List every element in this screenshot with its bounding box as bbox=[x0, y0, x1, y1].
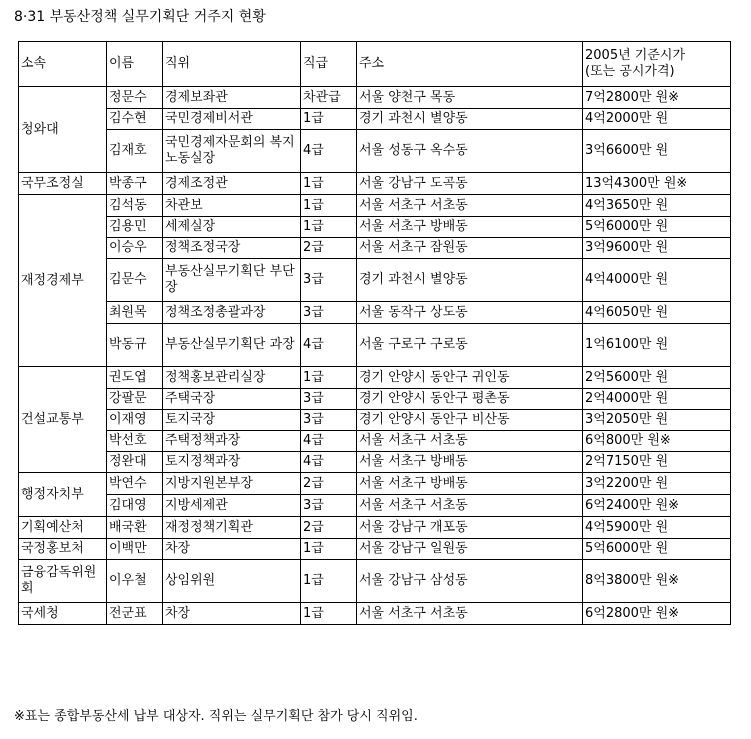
cell-grade: 2급 bbox=[301, 473, 357, 495]
cell-position: 차장 bbox=[163, 539, 301, 560]
cell-price: 13억4300만 원※ bbox=[583, 173, 731, 195]
cell-grade: 1급 bbox=[301, 603, 357, 625]
cell-position: 정책조정국장 bbox=[163, 238, 301, 259]
cell-affiliation: 청와대 bbox=[19, 87, 107, 173]
table-row bbox=[19, 195, 731, 217]
cell-affiliation: 행정자치부 bbox=[19, 473, 107, 517]
cell-name: 김대영 bbox=[107, 495, 163, 517]
cell-address: 서울 서초구 잠원동 bbox=[357, 238, 583, 259]
cell-name: 박종구 bbox=[107, 173, 163, 195]
cell-address: 경기 안양시 동안구 비산동 bbox=[357, 410, 583, 431]
cell-address: 서울 성동구 옥수동 bbox=[357, 130, 583, 173]
table-body bbox=[19, 42, 731, 625]
table-row bbox=[19, 560, 731, 603]
cell-address: 경기 안양시 동안구 평촌동 bbox=[357, 389, 583, 410]
cell-grade: 2급 bbox=[301, 517, 357, 539]
cell-grade: 3급 bbox=[301, 302, 357, 324]
cell-grade: 4급 bbox=[301, 324, 357, 367]
cell-address: 서울 구로구 구로동 bbox=[357, 324, 583, 367]
cell-address: 경기 과천시 별양동 bbox=[357, 109, 583, 130]
table-row bbox=[19, 324, 731, 367]
cell-affiliation: 기획예산처 bbox=[19, 517, 107, 539]
cell-grade: 1급 bbox=[301, 109, 357, 130]
cell-price: 2억5600만 원 bbox=[583, 367, 731, 389]
cell-address: 서울 서초구 서초동 bbox=[357, 495, 583, 517]
header-grade: 직급 bbox=[301, 42, 357, 87]
cell-price: 6억2800만 원※ bbox=[583, 603, 731, 625]
table-row bbox=[19, 431, 731, 452]
cell-name: 김수현 bbox=[107, 109, 163, 130]
cell-name: 정완대 bbox=[107, 452, 163, 473]
cell-grade: 1급 bbox=[301, 560, 357, 603]
cell-position: 부동산실무기획단 부단장 bbox=[163, 259, 301, 302]
cell-name: 김재호 bbox=[107, 130, 163, 173]
cell-position: 경제보좌관 bbox=[163, 87, 301, 109]
header-address: 주소 bbox=[357, 42, 583, 87]
cell-grade: 4급 bbox=[301, 431, 357, 452]
page-title: 8·31 부동산정책 실무기획단 거주지 현황 bbox=[14, 9, 266, 25]
cell-name: 이백만 bbox=[107, 539, 163, 560]
cell-address: 경기 과천시 별양동 bbox=[357, 259, 583, 302]
table-row bbox=[19, 87, 731, 109]
table-row bbox=[19, 130, 731, 173]
cell-price: 3억2050만 원 bbox=[583, 410, 731, 431]
cell-price: 3억9600만 원 bbox=[583, 238, 731, 259]
cell-grade: 3급 bbox=[301, 389, 357, 410]
table-row bbox=[19, 517, 731, 539]
header-price-line2: (또는 공시가격) bbox=[585, 64, 675, 79]
cell-grade: 2급 bbox=[301, 238, 357, 259]
cell-price: 8억3800만 원※ bbox=[583, 560, 731, 603]
cell-name: 전군표 bbox=[107, 603, 163, 625]
cell-address: 서울 서초구 서초동 bbox=[357, 195, 583, 217]
cell-name: 정문수 bbox=[107, 87, 163, 109]
table-row bbox=[19, 109, 731, 130]
cell-grade: 1급 bbox=[301, 367, 357, 389]
cell-price: 4억2000만 원 bbox=[583, 109, 731, 130]
cell-name: 강팔문 bbox=[107, 389, 163, 410]
cell-name: 권도엽 bbox=[107, 367, 163, 389]
cell-affiliation: 재정경제부 bbox=[19, 195, 107, 367]
cell-name: 박동규 bbox=[107, 324, 163, 367]
cell-position: 국민경제자문회의 복지노동실장 bbox=[163, 130, 301, 173]
cell-address: 경기 안양시 동안구 귀인동 bbox=[357, 367, 583, 389]
cell-price: 4억4000만 원 bbox=[583, 259, 731, 302]
cell-position: 정책조정총괄과장 bbox=[163, 302, 301, 324]
cell-position: 재정정책기획관 bbox=[163, 517, 301, 539]
cell-affiliation: 국무조정실 bbox=[19, 173, 107, 195]
cell-price: 6억2400만 원※ bbox=[583, 495, 731, 517]
cell-name: 이재영 bbox=[107, 410, 163, 431]
header-price bbox=[583, 42, 731, 87]
table-row bbox=[19, 302, 731, 324]
cell-position: 토지정책과장 bbox=[163, 452, 301, 473]
header-position: 직위 bbox=[163, 42, 301, 87]
cell-price: 4억6050만 원 bbox=[583, 302, 731, 324]
cell-price: 3억2200만 원 bbox=[583, 473, 731, 495]
table-header-row bbox=[19, 42, 731, 87]
table-row bbox=[19, 217, 731, 238]
cell-position: 지방지원본부장 bbox=[163, 473, 301, 495]
cell-position: 차장 bbox=[163, 603, 301, 625]
cell-grade: 차관급 bbox=[301, 87, 357, 109]
cell-name: 배국환 bbox=[107, 517, 163, 539]
cell-affiliation: 금융감독위원회 bbox=[19, 560, 107, 603]
cell-position: 주택정책과장 bbox=[163, 431, 301, 452]
cell-grade: 1급 bbox=[301, 195, 357, 217]
header-price-line1: 2005년 기준시가 bbox=[585, 48, 686, 63]
cell-affiliation: 건설교통부 bbox=[19, 367, 107, 473]
cell-grade: 1급 bbox=[301, 173, 357, 195]
cell-grade: 3급 bbox=[301, 495, 357, 517]
cell-grade: 1급 bbox=[301, 539, 357, 560]
cell-price: 4억5900만 원 bbox=[583, 517, 731, 539]
table-row bbox=[19, 452, 731, 473]
cell-position: 토지국장 bbox=[163, 410, 301, 431]
cell-affiliation: 국정홍보처 bbox=[19, 539, 107, 560]
table-row bbox=[19, 389, 731, 410]
cell-affiliation: 국세청 bbox=[19, 603, 107, 625]
cell-address: 서울 서초구 방배동 bbox=[357, 217, 583, 238]
cell-name: 박연수 bbox=[107, 473, 163, 495]
table-row bbox=[19, 473, 731, 495]
header-affiliation: 소속 bbox=[19, 42, 107, 87]
cell-address: 서울 강남구 도곡동 bbox=[357, 173, 583, 195]
cell-grade: 4급 bbox=[301, 452, 357, 473]
table-row bbox=[19, 367, 731, 389]
cell-name: 박선호 bbox=[107, 431, 163, 452]
cell-position: 정책홍보관리실장 bbox=[163, 367, 301, 389]
cell-grade: 1급 bbox=[301, 217, 357, 238]
cell-name: 김용민 bbox=[107, 217, 163, 238]
cell-address: 서울 강남구 개포동 bbox=[357, 517, 583, 539]
cell-address: 서울 강남구 삼성동 bbox=[357, 560, 583, 603]
table-row bbox=[19, 495, 731, 517]
cell-price: 2억4000만 원 bbox=[583, 389, 731, 410]
cell-name: 김석동 bbox=[107, 195, 163, 217]
cell-position: 차관보 bbox=[163, 195, 301, 217]
cell-price: 1억6100만 원 bbox=[583, 324, 731, 367]
cell-position: 경제조정관 bbox=[163, 173, 301, 195]
cell-address: 서울 서초구 서초동 bbox=[357, 603, 583, 625]
table-row bbox=[19, 238, 731, 259]
table-row bbox=[19, 259, 731, 302]
cell-position: 국민경제비서관 bbox=[163, 109, 301, 130]
cell-name: 최원목 bbox=[107, 302, 163, 324]
cell-address: 서울 동작구 상도동 bbox=[357, 302, 583, 324]
cell-price: 6억800만 원※ bbox=[583, 431, 731, 452]
cell-price: 5억6000만 원 bbox=[583, 539, 731, 560]
cell-address: 서울 양천구 목동 bbox=[357, 87, 583, 109]
cell-address: 서울 서초구 방배동 bbox=[357, 473, 583, 495]
cell-position: 지방세제관 bbox=[163, 495, 301, 517]
cell-position: 세제실장 bbox=[163, 217, 301, 238]
cell-position: 부동산실무기획단 과장 bbox=[163, 324, 301, 367]
cell-address: 서울 서초구 방배동 bbox=[357, 452, 583, 473]
cell-price: 2억7150만 원 bbox=[583, 452, 731, 473]
residence-table bbox=[18, 41, 731, 625]
cell-price: 5억6000만 원 bbox=[583, 217, 731, 238]
table-row bbox=[19, 410, 731, 431]
cell-name: 김문수 bbox=[107, 259, 163, 302]
cell-position: 상임위원 bbox=[163, 560, 301, 603]
table-row bbox=[19, 173, 731, 195]
cell-price: 4억3650만 원 bbox=[583, 195, 731, 217]
cell-address: 서울 서초구 서초동 bbox=[357, 431, 583, 452]
cell-grade: 4급 bbox=[301, 130, 357, 173]
cell-name: 이우철 bbox=[107, 560, 163, 603]
cell-grade: 3급 bbox=[301, 259, 357, 302]
footnote: ※표는 종합부동산세 납부 대상자. 직위는 실무기획단 참가 당시 직위임. bbox=[14, 709, 418, 724]
table-row bbox=[19, 603, 731, 625]
cell-price: 7억2800만 원※ bbox=[583, 87, 731, 109]
cell-position: 주택국장 bbox=[163, 389, 301, 410]
cell-price: 3억6600만 원 bbox=[583, 130, 731, 173]
table-row bbox=[19, 539, 731, 560]
cell-grade: 3급 bbox=[301, 410, 357, 431]
cell-name: 이승우 bbox=[107, 238, 163, 259]
cell-address: 서울 강남구 일원동 bbox=[357, 539, 583, 560]
header-name: 이름 bbox=[107, 42, 163, 87]
